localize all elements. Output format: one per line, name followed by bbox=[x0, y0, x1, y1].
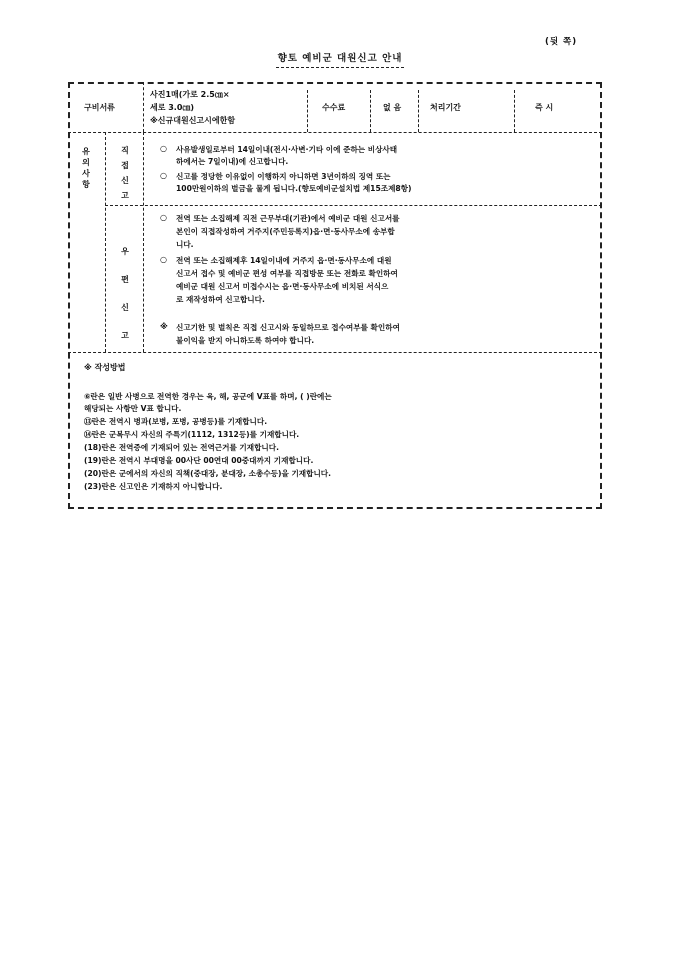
precautions-label-part-2: 사항 bbox=[82, 169, 90, 189]
document-title: 향토 예비군 대원신고 안내 bbox=[277, 53, 403, 64]
direct-report-char-3: 신 bbox=[121, 176, 129, 185]
bullet-marker: ○ bbox=[160, 255, 167, 264]
mail-item-1-line-2: 본인이 직접작성하여 거주지(주민등록지)읍·면·동사무소에 송부합 bbox=[176, 227, 395, 236]
precautions-label bbox=[79, 146, 93, 190]
mail-report-char-1: 우 bbox=[121, 247, 129, 256]
mail-report-label bbox=[118, 238, 132, 350]
mail-item-2-line-1: 전역 또는 소집해제후 14일이내에 거주지 읍·면·동사무소에 대원 bbox=[176, 256, 392, 265]
photo-requirement-line-3: ※신규대원신고시에한함 bbox=[150, 116, 236, 125]
instruction-line: (23)란은 신고인은 기재하지 아니합니다. bbox=[84, 482, 223, 491]
mail-item-2-line-4: 로 재작성하여 신고합니다. bbox=[176, 295, 265, 304]
mail-report-char-3: 신 bbox=[121, 303, 129, 312]
notice-subcol-divider bbox=[143, 132, 144, 352]
notice-section-bottom bbox=[68, 352, 602, 353]
processing-period-label: 처리기간 bbox=[430, 103, 461, 112]
header-col-divider-1 bbox=[143, 82, 144, 132]
instruction-line: (18)란은 전역증에 기재되어 있는 전역근거를 기재합니다. bbox=[84, 443, 279, 452]
instruction-line: ⑭란은 군복무시 자신의 주특기(1112, 1312등)를 기재합니다. bbox=[84, 430, 300, 439]
note-marker: ※ bbox=[160, 322, 168, 331]
notice-col-divider bbox=[105, 132, 106, 352]
direct-report-char-2: 접 bbox=[121, 161, 129, 170]
header-col-divider-3 bbox=[370, 90, 371, 132]
mail-item-2-line-2: 신고서 접수 및 예비군 편성 여부를 직접방문 또는 전화로 확인하여 bbox=[176, 269, 398, 278]
direct-item-1-line-2: 하에서는 7일이내)에 신고합니다. bbox=[176, 157, 289, 166]
direct-item-2-line-1: 신고를 정당한 이유없이 이행하지 아니하면 3년이하의 징역 또는 bbox=[176, 172, 391, 181]
direct-report-char-1: 직 bbox=[121, 146, 129, 155]
photo-requirement-line-1: 사진1매(가로 2.5㎝× bbox=[150, 90, 230, 99]
processing-period-value: 즉 시 bbox=[535, 103, 554, 112]
header-col-divider-2 bbox=[307, 90, 308, 132]
instruction-line: 해당되는 사항만 V표 합니다. bbox=[84, 404, 182, 413]
bullet-marker: ○ bbox=[160, 171, 167, 180]
mail-note-line-1: 신고기한 및 벌칙은 직접 신고시와 동일하므로 접수여부를 확인하여 bbox=[176, 323, 400, 332]
bullet-marker: ○ bbox=[160, 213, 167, 222]
instruction-line: ⑥란은 일반 사병으로 전역한 경우는 육, 해, 공군에 V표를 하며, ( )란에는 bbox=[84, 392, 332, 401]
header-col-divider-4 bbox=[418, 90, 419, 132]
instruction-line: (19)란은 전역시 부대명을 00사단 00연대 00중대까지 기재합니다. bbox=[84, 456, 314, 465]
required-docs-label: 구비서류 bbox=[84, 103, 115, 112]
instruction-line: (20)란은 군에서의 자신의 직책(중대장, 분대장, 소총수등)을 기재합니다. bbox=[84, 469, 332, 478]
title-underline bbox=[276, 67, 404, 68]
mail-item-1-line-1: 전역 또는 소집해제 직전 근무부대(기관)에서 예비군 대원 신고서를 bbox=[176, 214, 400, 223]
mail-item-1-line-3: 니다. bbox=[176, 240, 194, 249]
instruction-line: ⑬란은 전역시 병과(보병, 포병, 공병등)를 기재합니다. bbox=[84, 417, 268, 426]
direct-report-label bbox=[118, 143, 132, 203]
direct-item-1-line-1: 사유발생일로부터 14일이내(전시·사변·기타 이에 준하는 비상사태 bbox=[176, 145, 398, 154]
header-row-divider bbox=[68, 132, 602, 133]
photo-requirement-line-2: 세로 3.0㎝) bbox=[150, 103, 195, 112]
fee-value: 없 음 bbox=[383, 103, 402, 112]
page-label: (뒷 쪽) bbox=[545, 37, 578, 47]
direct-item-2-line-2: 100만원이하의 벌금을 물게 됩니다.(향토예비군설치법 제15조제8항) bbox=[176, 184, 412, 193]
precautions-label-part-1: 유의 bbox=[82, 147, 90, 167]
notice-subsection-divider bbox=[105, 205, 602, 206]
mail-item-2-line-3: 예비군 대원 신고서 미접수시는 읍·면·동사무소에 비치된 서식으 bbox=[176, 282, 389, 291]
mail-report-char-4: 고 bbox=[121, 331, 129, 340]
direct-report-char-4: 고 bbox=[121, 191, 129, 200]
mail-note-line-2: 불이익을 받지 아니하도록 하여야 합니다. bbox=[176, 336, 315, 345]
mail-report-char-2: 편 bbox=[121, 275, 129, 284]
instructions-heading: ※ 작성방법 bbox=[84, 363, 126, 372]
fee-label: 수수료 bbox=[322, 103, 346, 112]
header-col-divider-5 bbox=[514, 90, 515, 132]
bullet-marker: ○ bbox=[160, 144, 167, 153]
